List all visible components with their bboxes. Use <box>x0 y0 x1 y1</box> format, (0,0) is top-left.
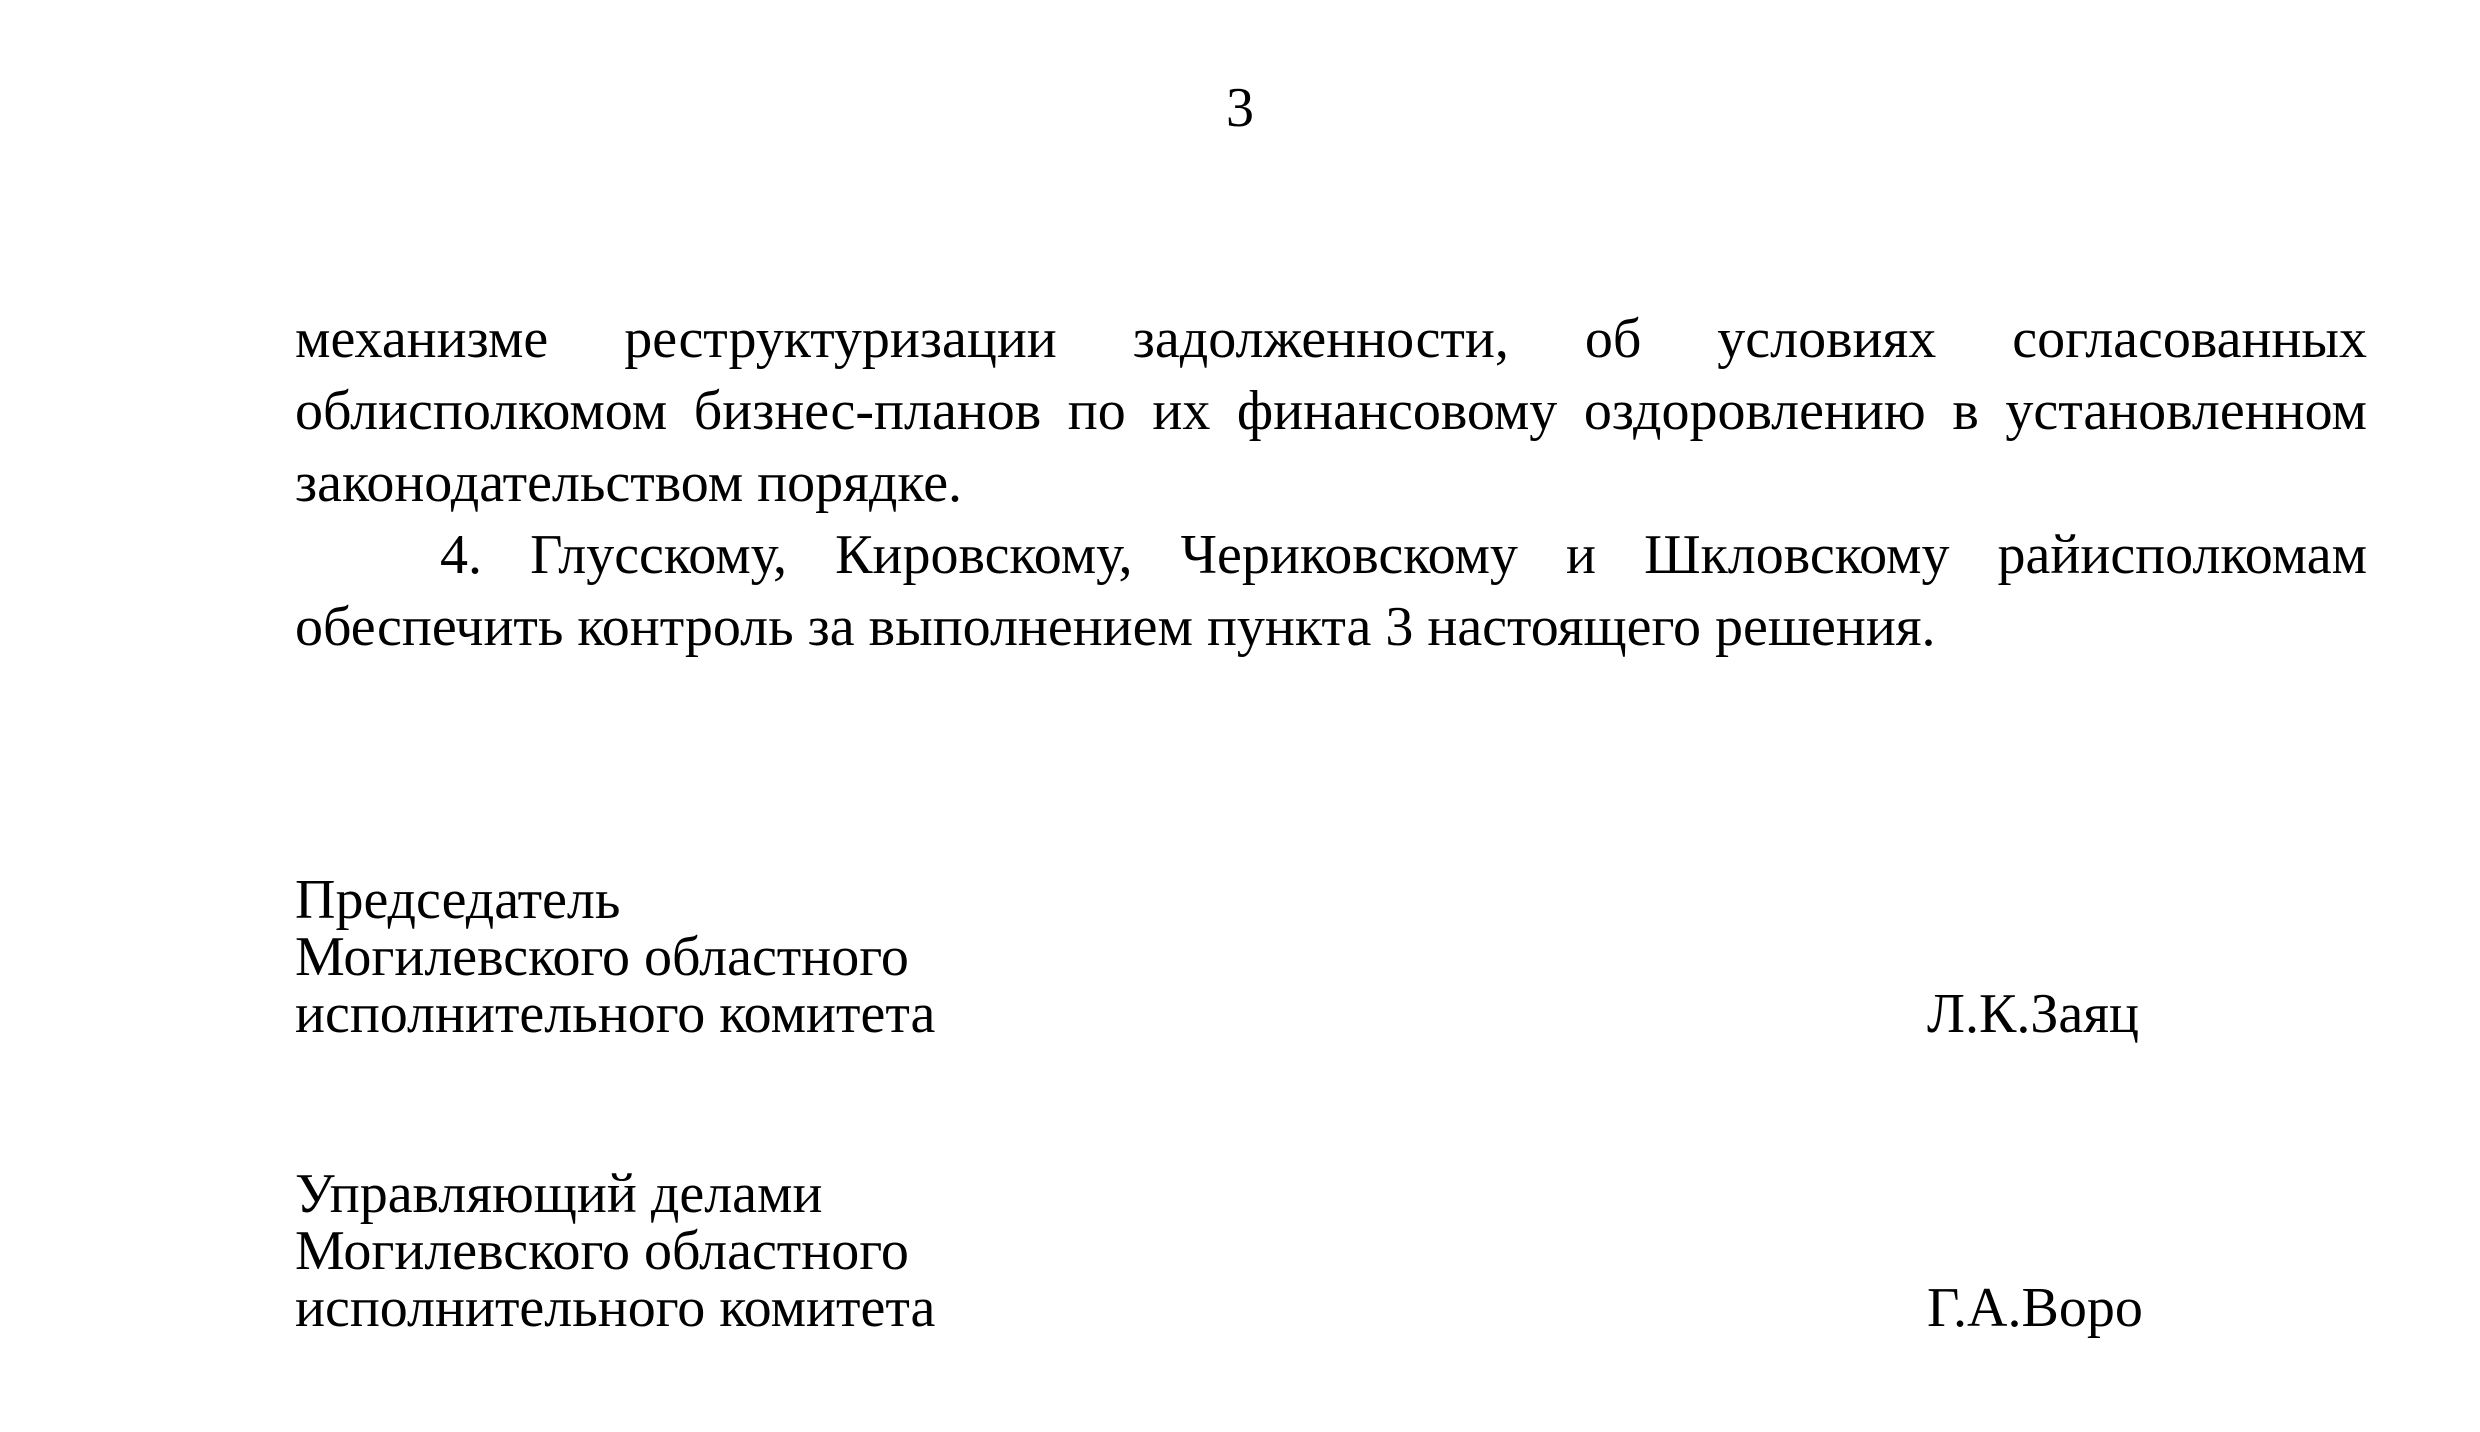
signer-title-line: Председатель <box>295 869 621 931</box>
signer-title-line: Могилевского областного <box>295 926 909 988</box>
signer-title-line: исполнительного комитета <box>295 1277 936 1339</box>
signature-block-chairman <box>295 869 2195 1045</box>
signature-block-office-manager <box>295 1163 2195 1339</box>
signer-title-line: Управляющий делами <box>295 1163 823 1225</box>
signer-name: Г.А.Воро <box>1927 1277 2143 1339</box>
paragraph-continuation: механизме реструктуризации задолженности, об условиях согласованных облисполкомом бизнес-планов по их финансовому оздоровлению в установленном законодательством порядке. <box>295 308 2367 514</box>
paragraph-item-4: 4. Глусскому, Кировскому, Чериковскому и Шкловскому райисполкомам обеспечить контроль за выполнением пункта 3 настоящего решения. <box>295 524 2367 658</box>
signer-title-line: Могилевского областного <box>295 1220 909 1282</box>
page-number: 3 <box>1226 77 1254 139</box>
document-body <box>295 303 2367 663</box>
signer-title-line: исполнительного комитета <box>295 983 936 1045</box>
signer-name: Л.К.Заяц <box>1927 983 2139 1045</box>
